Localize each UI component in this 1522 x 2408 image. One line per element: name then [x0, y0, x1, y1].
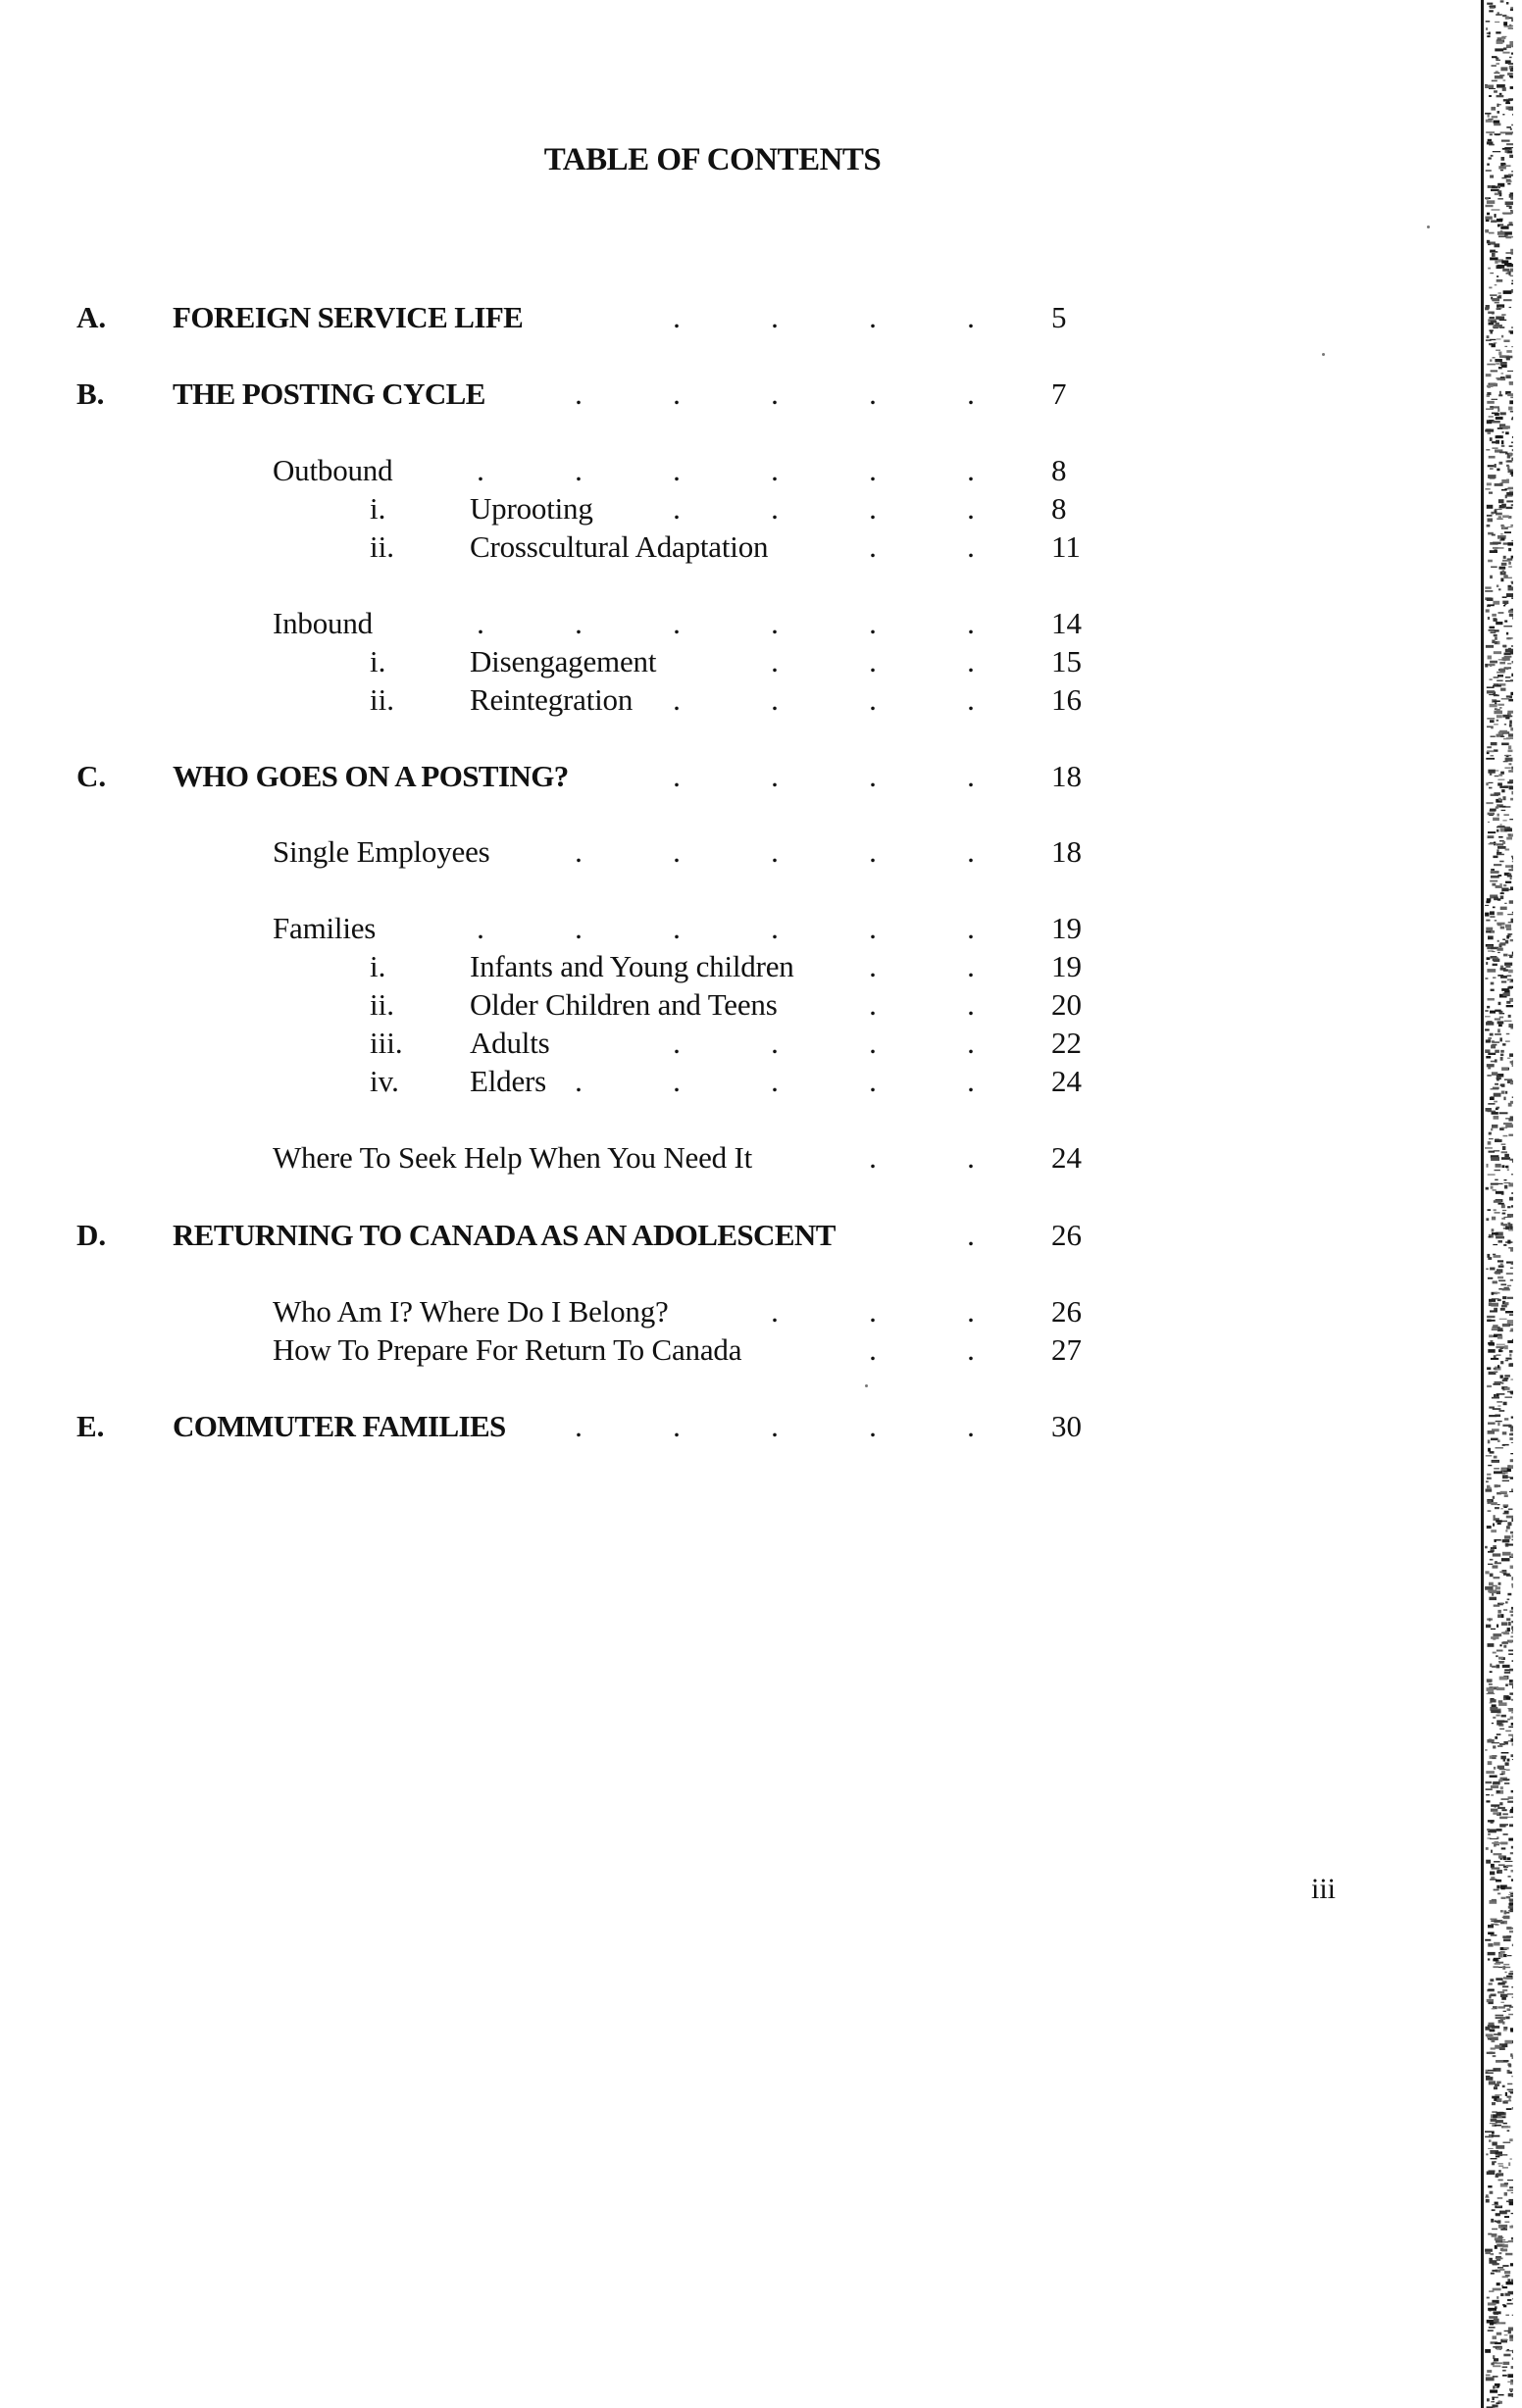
- entry-title: Elders: [470, 1064, 546, 1098]
- item-numeral: i.: [370, 491, 386, 526]
- scan-speck: [1427, 226, 1430, 228]
- leader-dot: .: [477, 606, 484, 640]
- entry-title: Adults: [470, 1026, 550, 1060]
- toc-entry: [0, 947, 1425, 986]
- entry-title: Older Children and Teens: [470, 987, 778, 1022]
- section-letter: D.: [76, 1218, 107, 1252]
- leader-dot: .: [967, 949, 975, 983]
- leader-dot: .: [869, 529, 877, 564]
- item-numeral: ii.: [370, 987, 394, 1022]
- page-ref: 27: [1051, 1332, 1082, 1367]
- leader-dot: .: [967, 911, 975, 945]
- section-letter: A.: [76, 300, 107, 334]
- leader-dot: .: [869, 987, 877, 1022]
- entry-title: How To Prepare For Return To Canada: [273, 1332, 742, 1367]
- entry-title: Who Am I? Where Do I Belong?: [273, 1294, 669, 1329]
- leader-dot: .: [771, 834, 779, 869]
- entry-title: Reintegration: [470, 682, 634, 717]
- item-numeral: iii.: [370, 1026, 403, 1060]
- dot-leader: [0, 832, 1425, 872]
- leader-dot: .: [967, 300, 975, 334]
- leader-dot: .: [673, 1026, 681, 1060]
- binding-edge: [1480, 0, 1522, 2408]
- item-numeral: iv.: [370, 1064, 399, 1098]
- leader-dot: .: [575, 376, 583, 411]
- leader-dot: .: [575, 1409, 583, 1443]
- dot-leader: [0, 1330, 1425, 1370]
- leader-dot: .: [869, 606, 877, 640]
- entry-title: Outbound: [273, 453, 393, 487]
- dot-leader: [0, 757, 1425, 796]
- leader-dot: .: [673, 300, 681, 334]
- leader-dot: .: [771, 759, 779, 793]
- leader-dot: .: [673, 911, 681, 945]
- leader-dot: .: [967, 529, 975, 564]
- dot-leader: [0, 298, 1425, 337]
- toc-entry: [0, 1330, 1425, 1370]
- leader-dot: .: [771, 606, 779, 640]
- page-ref: 14: [1051, 606, 1082, 640]
- leader-dot: .: [967, 1140, 975, 1175]
- entry-title: Families: [273, 911, 377, 945]
- leader-dot: .: [771, 453, 779, 487]
- leader-dot: .: [575, 1064, 583, 1098]
- leader-dot: .: [869, 453, 877, 487]
- leader-dot: .: [771, 911, 779, 945]
- leader-dot: .: [575, 453, 583, 487]
- leader-dot: .: [673, 491, 681, 526]
- leader-dot: .: [869, 644, 877, 678]
- page-ref: 19: [1051, 911, 1082, 945]
- section-letter: B.: [76, 376, 105, 411]
- leader-dot: .: [673, 606, 681, 640]
- toc-entry: [0, 1292, 1425, 1331]
- dot-leader: [0, 1024, 1425, 1063]
- toc-entry: [0, 375, 1425, 414]
- entry-title: RETURNING TO CANADA AS AN ADOLESCENT: [173, 1218, 836, 1252]
- leader-dot: .: [967, 644, 975, 678]
- page-ref: 15: [1051, 644, 1082, 678]
- toc-entry: [0, 451, 1425, 490]
- leader-dot: .: [967, 1026, 975, 1060]
- leader-dot: .: [575, 834, 583, 869]
- leader-dot: .: [477, 453, 484, 487]
- leader-dot: .: [673, 1064, 681, 1098]
- leader-dot: .: [869, 1332, 877, 1367]
- toc-entry: [0, 489, 1425, 528]
- dot-leader: [0, 375, 1425, 414]
- dot-leader: [0, 1062, 1425, 1101]
- leader-dot: .: [771, 1294, 779, 1329]
- dot-leader: [0, 1138, 1425, 1178]
- leader-dot: .: [869, 1026, 877, 1060]
- page-ref: 30: [1051, 1409, 1082, 1443]
- page-number: iii: [1311, 1873, 1337, 1905]
- leader-dot: .: [967, 491, 975, 526]
- page-ref: 11: [1051, 529, 1081, 564]
- leader-dot: .: [575, 606, 583, 640]
- scan-speck: [1322, 353, 1325, 356]
- dot-leader: [0, 1292, 1425, 1331]
- item-numeral: ii.: [370, 529, 394, 564]
- leader-dot: .: [967, 1218, 975, 1252]
- leader-dot: .: [967, 987, 975, 1022]
- leader-dot: .: [771, 682, 779, 717]
- dot-leader: [0, 680, 1425, 720]
- leader-dot: .: [869, 949, 877, 983]
- leader-dot: .: [967, 1332, 975, 1367]
- leader-dot: .: [575, 911, 583, 945]
- page-ref: 18: [1051, 759, 1082, 793]
- toc-entry: [0, 1024, 1425, 1063]
- page-ref: 5: [1051, 300, 1067, 334]
- dot-leader: [0, 985, 1425, 1025]
- leader-dot: .: [673, 682, 681, 717]
- leader-dot: .: [967, 682, 975, 717]
- toc-entry: [0, 1407, 1425, 1446]
- leader-dot: .: [771, 491, 779, 526]
- leader-dot: .: [967, 1294, 975, 1329]
- dot-leader: [0, 642, 1425, 681]
- leader-dot: .: [673, 453, 681, 487]
- leader-dot: .: [869, 834, 877, 869]
- leader-dot: .: [967, 1409, 975, 1443]
- leader-dot: .: [869, 1140, 877, 1175]
- scan-speck: [865, 1384, 868, 1387]
- page-ref: 22: [1051, 1026, 1082, 1060]
- entry-title: FOREIGN SERVICE LIFE: [173, 300, 524, 334]
- dot-leader: [0, 527, 1425, 567]
- entry-title: Inbound: [273, 606, 373, 640]
- item-numeral: ii.: [370, 682, 394, 717]
- leader-dot: .: [771, 300, 779, 334]
- leader-dot: .: [869, 682, 877, 717]
- section-letter: E.: [76, 1409, 105, 1443]
- leader-dot: .: [967, 453, 975, 487]
- leader-dot: .: [673, 834, 681, 869]
- page-title: TABLE OF CONTENTS: [543, 142, 882, 177]
- toc-entry: [0, 1062, 1425, 1101]
- toc-entry: [0, 298, 1425, 337]
- item-numeral: i.: [370, 644, 386, 678]
- leader-dot: .: [869, 300, 877, 334]
- page-ref: 18: [1051, 834, 1082, 869]
- leader-dot: .: [673, 759, 681, 793]
- toc-entry: [0, 909, 1425, 948]
- toc-entry: [0, 642, 1425, 681]
- leader-dot: .: [967, 834, 975, 869]
- leader-dot: .: [967, 759, 975, 793]
- section-letter: C.: [76, 759, 107, 793]
- entry-title: THE POSTING CYCLE: [173, 376, 485, 411]
- page-ref: 16: [1051, 682, 1082, 717]
- entry-title: WHO GOES ON A POSTING?: [173, 759, 569, 793]
- page-ref: 7: [1051, 376, 1067, 411]
- toc-entry: [0, 757, 1425, 796]
- leader-dot: .: [869, 491, 877, 526]
- dot-leader: [0, 489, 1425, 528]
- entry-title: Crosscultural Adaptation: [470, 529, 769, 564]
- dot-leader: [0, 1216, 1425, 1255]
- leader-dot: .: [967, 606, 975, 640]
- leader-dot: .: [771, 376, 779, 411]
- page-ref: 24: [1051, 1064, 1082, 1098]
- leader-dot: .: [967, 1064, 975, 1098]
- dot-leader: [0, 909, 1425, 948]
- leader-dot: .: [771, 1026, 779, 1060]
- leader-dot: .: [673, 376, 681, 411]
- leader-dot: .: [967, 376, 975, 411]
- entry-title: Where To Seek Help When You Need It: [273, 1140, 753, 1175]
- dot-leader: [0, 947, 1425, 986]
- toc-entry: [0, 832, 1425, 872]
- dot-leader: [0, 451, 1425, 490]
- page-ref: 24: [1051, 1140, 1082, 1175]
- leader-dot: .: [673, 1409, 681, 1443]
- page-ref: 19: [1051, 949, 1082, 983]
- toc-entry: [0, 1216, 1425, 1255]
- leader-dot: .: [869, 376, 877, 411]
- entry-title: Infants and Young children: [470, 949, 794, 983]
- toc-entry: [0, 985, 1425, 1025]
- entry-title: Uprooting: [470, 491, 593, 526]
- entry-title: Single Employees: [273, 834, 490, 869]
- dot-leader: [0, 604, 1425, 643]
- leader-dot: .: [869, 911, 877, 945]
- page-ref: 8: [1051, 491, 1067, 526]
- item-numeral: i.: [370, 949, 386, 983]
- dot-leader: [0, 1407, 1425, 1446]
- toc-entry: [0, 527, 1425, 567]
- page-ref: 26: [1051, 1294, 1082, 1329]
- page-ref: 20: [1051, 987, 1082, 1022]
- entry-title: Disengagement: [470, 644, 657, 678]
- toc-entry: [0, 1138, 1425, 1178]
- leader-dot: .: [771, 1409, 779, 1443]
- leader-dot: .: [869, 1294, 877, 1329]
- page-ref: 8: [1051, 453, 1067, 487]
- leader-dot: .: [869, 759, 877, 793]
- toc-entry: [0, 604, 1425, 643]
- leader-dot: .: [477, 911, 484, 945]
- entry-title: COMMUTER FAMILIES: [173, 1409, 506, 1443]
- leader-dot: .: [771, 1064, 779, 1098]
- leader-dot: .: [869, 1064, 877, 1098]
- toc-entry: [0, 680, 1425, 720]
- leader-dot: .: [771, 644, 779, 678]
- page-ref: 26: [1051, 1218, 1082, 1252]
- leader-dot: .: [869, 1409, 877, 1443]
